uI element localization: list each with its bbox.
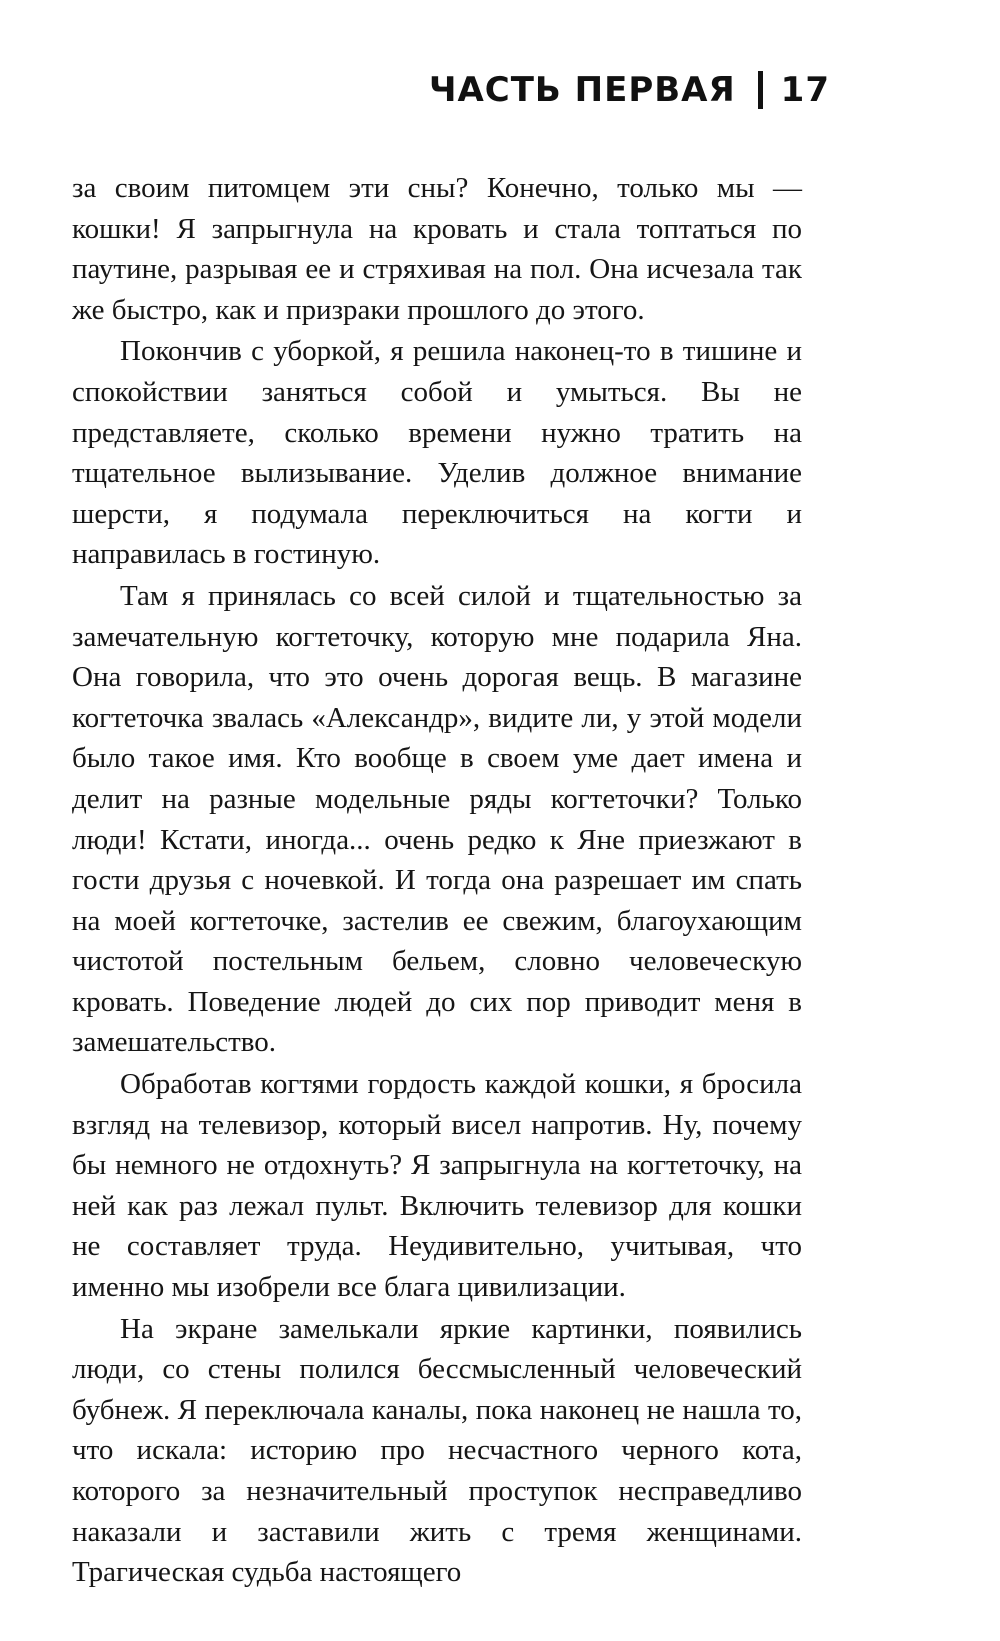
- running-header: [429, 70, 830, 110]
- paragraph-continuation: за своим питомцем эти сны? Конечно, только мы — кошки! Я запрыгнула на кровать и стала топтаться по паутине, разрывая ее и стряхивая на пол. Она исчезала так же быстро, как и призраки прошлого до этого.: [72, 172, 802, 326]
- page-number: 17: [780, 70, 830, 110]
- paragraph: На экране замелькали яркие картинки, появились люди, со стены полился бессмысленный человеческий бубнеж. Я переключала каналы, пока наконец не нашла то, что искала: историю про несчастного черного кота, которого за незначительный проступок несправедливо наказали и заставили жить с тремя женщинами. Трагическая судьба настоящего: [72, 1312, 802, 1589]
- header-divider: [758, 71, 763, 109]
- section-title: ЧАСТЬ ПЕРВАЯ: [428, 70, 736, 110]
- paragraph: Там я принялась со всей силой и тщательностью за замечательную когтеточку, которую мне подарила Яна. Она говорила, что это очень дорогая вещь. В магазине когтеточка звалась «Александр», видите ли, у этой модели было такое имя. Кто вообще в своем уме дает имена и делит на разные модельные ряды когтеточки? Только люди! Кстати, иногда... очень редко к Яне приезжают в гости друзья с ночевкой. И тогда она разрешает им спать на моей когтеточке, застелив ее свежим, благоухающим чистотой постельным бельем, словно человеческую кровать. Поведение людей до сих пор приводит меня в замешательство.: [72, 579, 802, 1059]
- paragraph: Покончив с уборкой, я решила наконец-то в тишине и спокойствии заняться собой и умыться. Вы не представляете, сколько времени нужно тратить на тщательное вылизывание. Уделив должное внимание шерсти, я подумала переключиться на когти и направилась в гостиную.: [72, 335, 802, 571]
- paragraph: Обработав когтями гордость каждой кошки, я бросила взгляд на телевизор, который висел напротив. Ну, почему бы немного не отдохнуть? Я запрыгнула на когтеточку, на ней как раз лежал пульт. Включить телевизор для кошки не составляет труда. Неудивительно, учитывая, что именно мы изобрели все блага цивилизации.: [72, 1068, 802, 1304]
- body-text: [72, 168, 802, 1593]
